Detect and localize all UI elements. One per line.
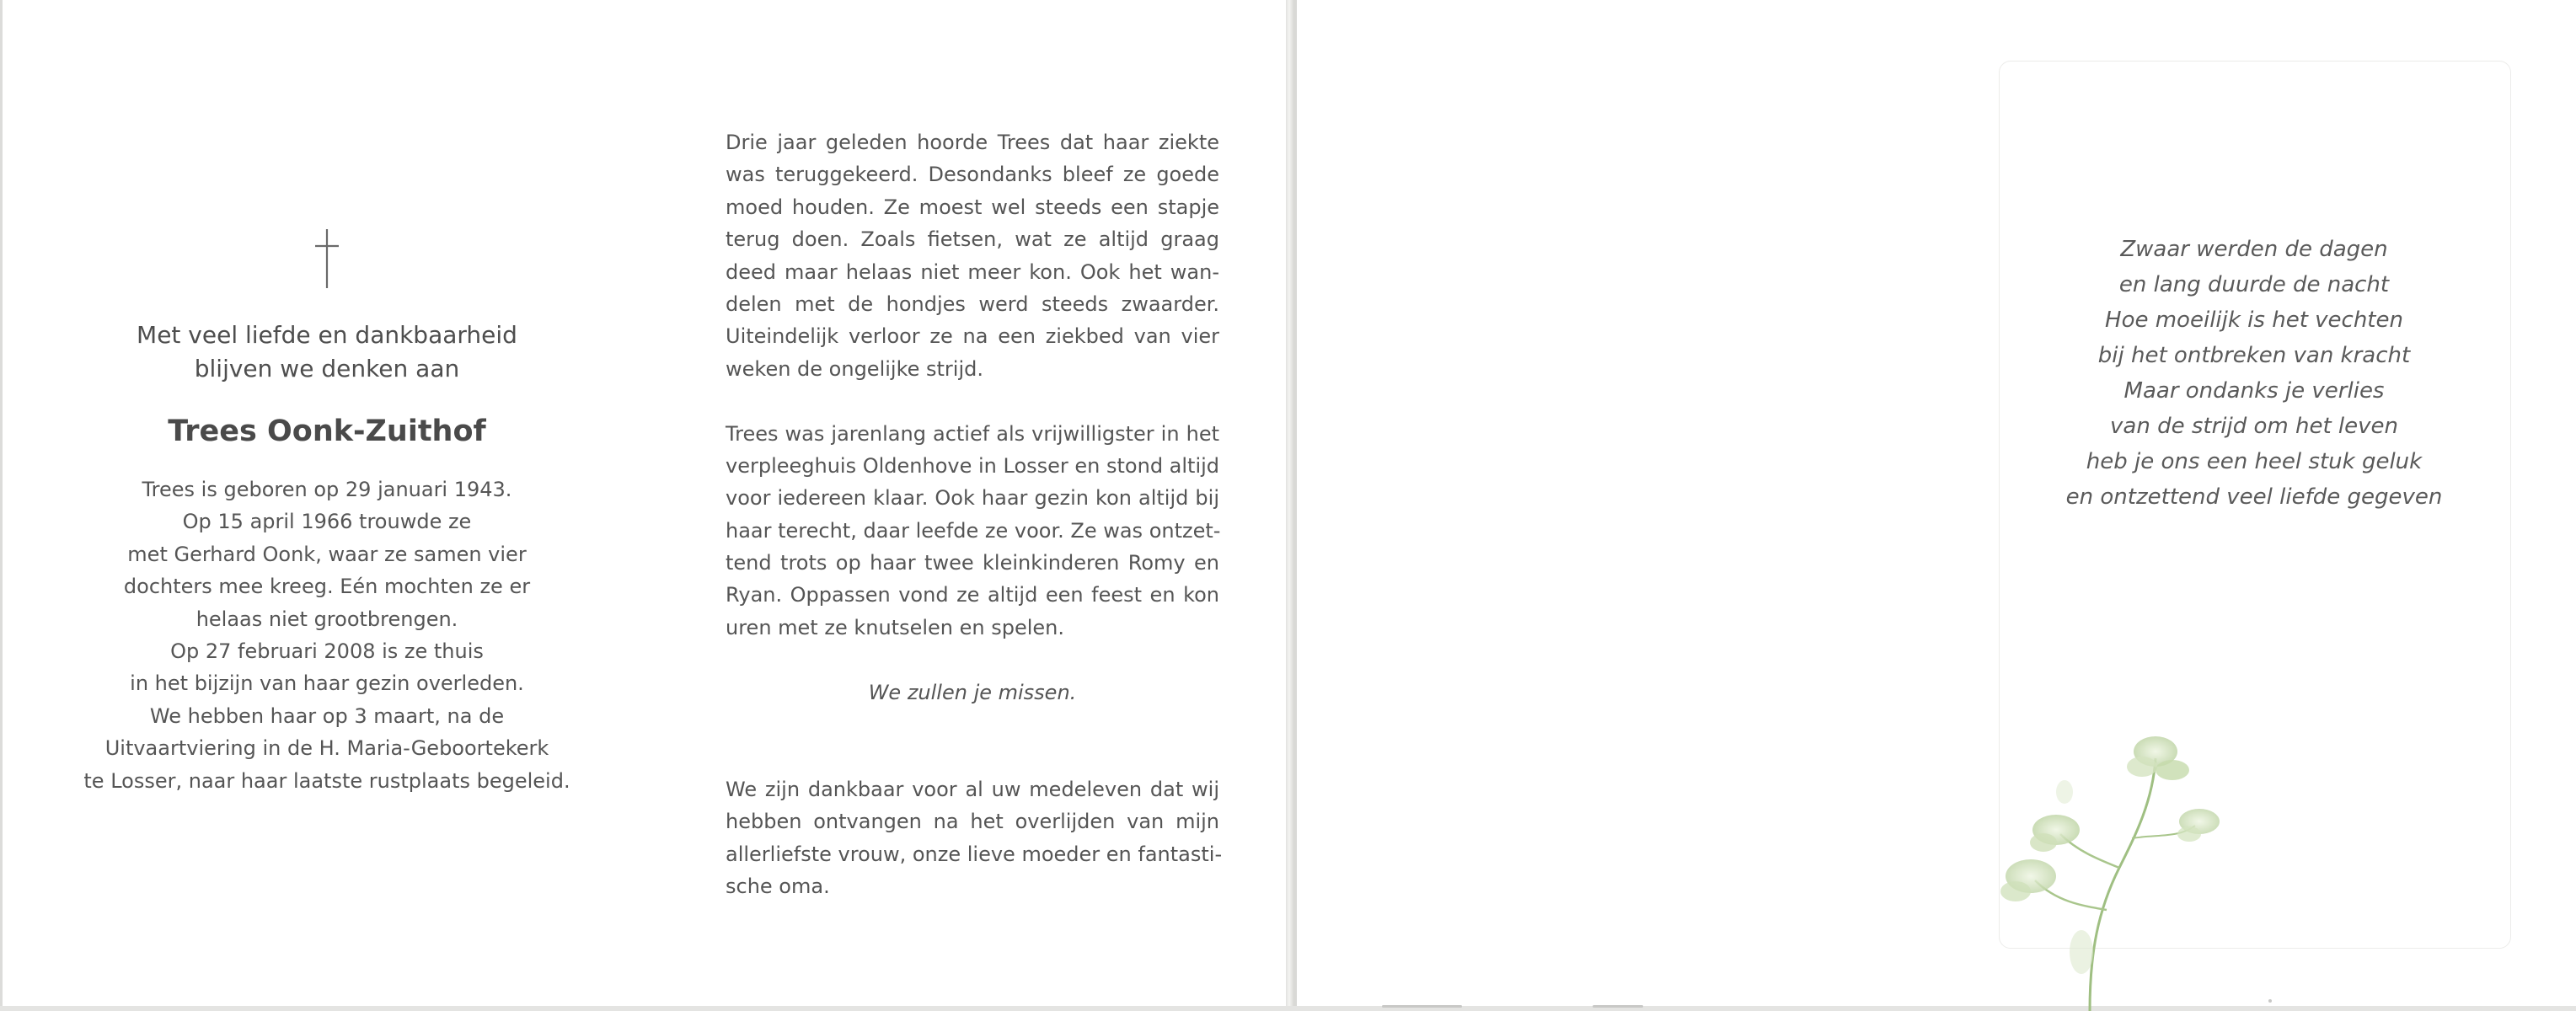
biography-line: helaas niet grootbrengen. <box>195 607 458 631</box>
poem-line: heb je ons een heel stuk geluk <box>2086 449 2423 474</box>
paragraph-line: was teruggekeerd. Desondanks bleef ze goede <box>726 163 1219 187</box>
scan-speck <box>2268 999 2272 1003</box>
deceased-name: Trees Oonk-Zuithof <box>168 415 486 448</box>
biography-line: Uitvaartviering in de H. Maria-Geboortekerk <box>104 736 549 761</box>
paragraph-line: tend trots op haar twee kleinkinderen Romy en <box>726 551 1219 575</box>
paragraph-spacer <box>726 385 1219 417</box>
we-will-miss-you: We zullen je missen. <box>868 680 1077 704</box>
poem-line: en lang duurde de nacht <box>2118 272 2390 297</box>
poem-line: van de strijd om het leven <box>2110 414 2398 439</box>
paragraph-line: moed houden. Ze moest wel steeds een stapje <box>726 195 1219 219</box>
paragraph-line: terug doen. Zoals fietsen, wat ze altijd graag <box>726 227 1219 252</box>
biography-line: Trees is geboren op 29 januari 1943. <box>142 478 512 501</box>
paragraph-line: Ryan. Oppassen vond ze altijd een feest en kon <box>726 583 1219 607</box>
paragraph-line: delen met de hondjes werd steeds zwaarder. <box>726 292 1219 316</box>
paragraph-line: uren met ze knutselen en spelen. <box>726 615 1064 639</box>
flower-sprig-illustration <box>1963 699 2233 1011</box>
biography-line: te Losser, naar haar laatste rustplaats begeleid. <box>83 768 570 793</box>
thank-you-paragraph <box>726 773 1223 903</box>
scan-speck <box>1593 1005 1643 1008</box>
story-paragraph-illness <box>726 126 1219 385</box>
paragraph-line: sche oma. <box>726 875 830 898</box>
poem-line: en ontzettend veel liefde gegeven <box>2065 484 2443 510</box>
biography-line: dochters mee kreeg. Eén mochten ze er <box>123 575 531 599</box>
dedication-line: Met veel liefde en dankbaarheid <box>137 321 517 349</box>
scan-speck <box>1382 1005 1462 1008</box>
paragraph-line: voor iedereen klaar. Ook haar gezin kon altijd bij <box>726 486 1219 511</box>
paragraph-spacer <box>726 709 1219 773</box>
biography-line: Op 27 februari 2008 is ze thuis <box>170 639 484 664</box>
paragraph-line: weken de ongelijke strijd. <box>726 356 983 381</box>
paragraph-line: Uiteindelijk verloor ze na een ziekbed van vier <box>726 324 1219 349</box>
paragraph-line: hebben ontvangen na het overlijden van mijn <box>726 810 1219 834</box>
poem <box>1999 232 2509 515</box>
paragraph-line: Drie jaar geleden hoorde Trees dat haar ziekte <box>726 131 1219 154</box>
paragraph-line: verpleeghuis Oldenhove in Losser en stond altijd <box>726 453 1220 478</box>
biography-line: in het bijzijn van haar gezin overleden. <box>130 671 524 696</box>
poem-line: Zwaar werden de dagen <box>2120 237 2388 262</box>
paragraph-spacer <box>726 644 1219 676</box>
paragraph-line: haar terecht, daar leefde ze voor. Ze was ontzet- <box>726 518 1221 543</box>
biography <box>67 473 586 797</box>
paragraph-line: allerliefste vrouw, onze lieve moeder en fantasti- <box>726 842 1223 866</box>
obituary-column <box>67 227 586 797</box>
biography-line: We hebben haar op 3 maart, na de <box>149 703 505 728</box>
biography-line: met Gerhard Oonk, waar ze samen vier <box>127 542 527 566</box>
story-paragraph-volunteer <box>726 418 1219 645</box>
poem-line: Maar ondanks je verlies <box>2123 378 2385 404</box>
cross-icon <box>313 227 341 290</box>
dedication-line: blijven we denken aan <box>194 355 460 382</box>
biography-line: Op 15 april 1966 trouwde ze <box>182 510 472 534</box>
card-fold <box>1286 0 1294 1011</box>
paragraph-line: Trees was jarenlang actief als vrijwilligster in het <box>726 421 1219 446</box>
paragraph-line: deed maar helaas niet meer kon. Ook het wan- <box>726 259 1219 284</box>
poem-line: Hoe moeilijk is het vechten <box>2105 308 2403 333</box>
dedication-text <box>67 318 586 386</box>
paragraph-line: We zijn dankbaar voor al uw medeleven dat wij <box>726 777 1219 801</box>
poem-line: bij het ontbreken van kracht <box>2097 343 2411 368</box>
story-column <box>726 126 1223 902</box>
